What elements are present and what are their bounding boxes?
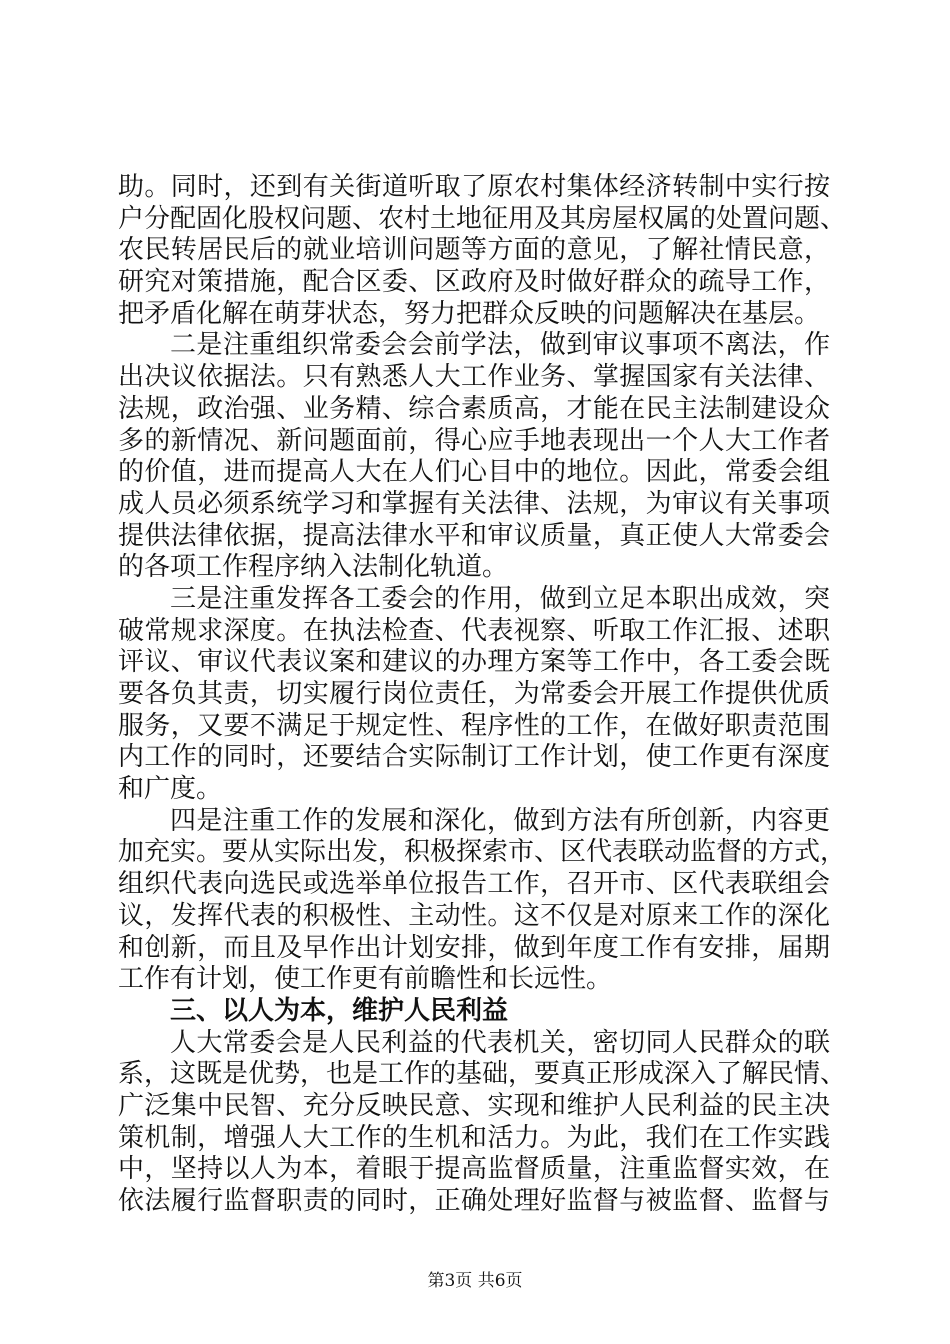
text-line: 策机制，增强人大工作的生机和活力。为此，我们在工作实践 (118, 1122, 830, 1153)
text-line: 农民转居民后的就业培训问题等方面的意见，了解社情民意， (118, 235, 830, 266)
text-line: 人大常委会是人民利益的代表机关，密切同人民群众的联 (170, 1027, 830, 1058)
text-line: 和广度。 (118, 774, 223, 805)
text-line: 的各项工作程序纳入法制化轨道。 (118, 552, 509, 583)
text-line: 议，发挥代表的积极性、主动性。这不仅是对原来工作的深化 (118, 900, 830, 931)
text-line: 系，这既是优势，也是工作的基础，要真正形成深入了解民情、 (118, 1059, 847, 1090)
text-line: 中，坚持以人为本，着眼于提高监督质量，注重监督实效，在 (118, 1154, 830, 1185)
text-line: 评议、审议代表议案和建议的办理方案等工作中，各工委会既 (118, 647, 830, 678)
text-line: 组织代表向选民或选举单位报告工作，召开市、区代表联组会 (118, 869, 830, 900)
text-line: 的价值，进而提高人大在人们心目中的地位。因此，常委会组 (118, 457, 830, 488)
text-line: 要各负其责，切实履行岗位责任，为常委会开展工作提供优质 (118, 679, 830, 709)
text-line: 多的新情况、新问题面前，得心应手地表现出一个人大工作者 (118, 425, 830, 456)
text-line: 助。同时，还到有关街道听取了原农村集体经济转制中实行按 (118, 172, 830, 202)
text-line: 把矛盾化解在萌芽状态，努力把群众反映的问题解决在基层。 (118, 298, 821, 329)
paragraph (118, 1027, 847, 1218)
text-line: 三、以人为本，维护人民利益 (170, 995, 509, 1026)
text-line: 工作有计划，使工作更有前瞻性和长远性。 (118, 964, 613, 995)
text-line: 依法履行监督职责的同时，正确处理好监督与被监督、监督与 (118, 1186, 830, 1216)
text-line: 内工作的同时，还要结合实际制订工作计划，使工作更有深度 (118, 742, 830, 773)
text-line: 和创新，而且及早作出计划安排，做到年度工作有安排，届期 (118, 932, 830, 963)
paragraph (118, 805, 847, 996)
text-line: 四是注重工作的发展和深化，做到方法有所创新，内容更 (170, 805, 830, 836)
section-heading (118, 996, 830, 1028)
text-line: 成人员必须系统学习和掌握有关法律、法规，为审议有关事项 (118, 488, 830, 519)
text-line: 破常规求深度。在执法检查、代表视察、听取工作汇报、述职 (118, 615, 830, 646)
paragraph (118, 172, 847, 330)
text-line: 出决议依据法。只有熟悉人大工作业务、掌握国家有关法律、 (118, 362, 830, 393)
text-line: 加充实。要从实际出发，积极探索市、区代表联动监督的方式， (118, 837, 847, 868)
text-line: 服务，又要不满足于规定性、程序性的工作，在做好职责范围 (118, 710, 830, 741)
text-line: 二是注重组织常委会会前学法，做到审议事项不离法，作 (170, 330, 830, 361)
page-footer: 第3页 共6页 (427, 1271, 523, 1291)
document-body (118, 172, 847, 1218)
text-line: 三是注重发挥各工委会的作用，做到立足本职出成效，突 (170, 583, 830, 614)
text-line: 户分配固化股权问题、农村土地征用及其房屋权属的处置问题、 (118, 203, 847, 234)
text-line: 提供法律依据，提高法律水平和审议质量，真正使人大常委会 (118, 520, 830, 551)
text-line: 研究对策措施，配合区委、区政府及时做好群众的疏导工作， (118, 267, 830, 298)
text-line: 广泛集中民智、充分反映民意、实现和维护人民利益的民主决 (118, 1090, 830, 1121)
text-line: 法规，政治强、业务精、综合素质高，才能在民主法制建设众 (118, 393, 830, 424)
paragraph (118, 330, 830, 584)
paragraph (118, 584, 830, 806)
